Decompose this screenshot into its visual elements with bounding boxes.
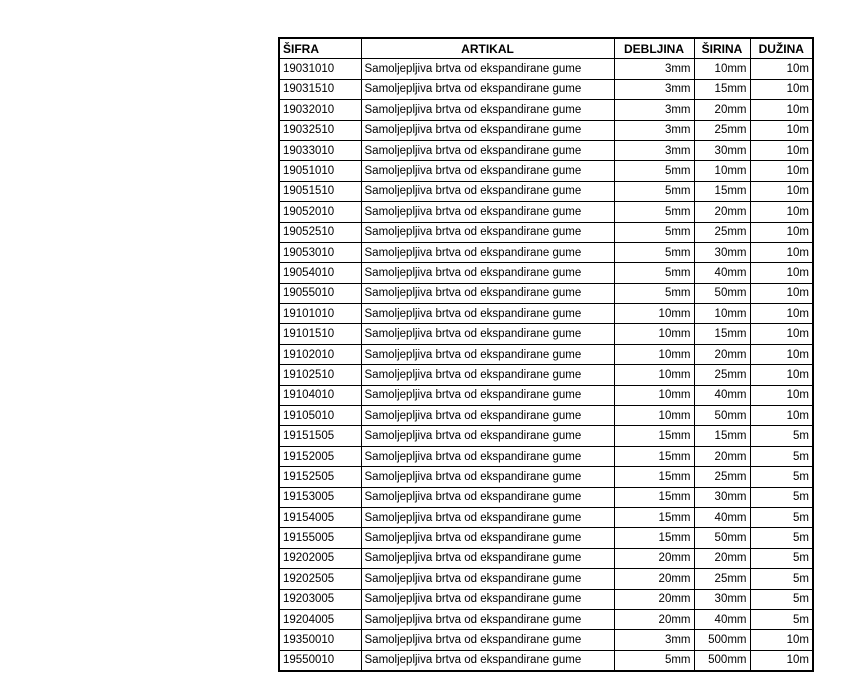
cell-artikal: Samoljepljiva brtva od ekspandirane gume <box>361 324 614 344</box>
table-row <box>279 263 813 283</box>
cell-artikal: Samoljepljiva brtva od ekspandirane gume <box>361 569 614 589</box>
cell-debljina: 15mm <box>614 507 694 527</box>
cell-sirina: 15mm <box>694 426 750 446</box>
cell-debljina: 3mm <box>614 630 694 650</box>
table-row <box>279 630 813 650</box>
cell-sifra: 19105010 <box>279 406 361 426</box>
cell-duzina: 5m <box>750 446 813 466</box>
cell-duzina: 5m <box>750 528 813 548</box>
cell-duzina: 10m <box>750 304 813 324</box>
cell-sirina: 25mm <box>694 467 750 487</box>
cell-sirina: 15mm <box>694 181 750 201</box>
cell-debljina: 20mm <box>614 569 694 589</box>
cell-sirina: 500mm <box>694 630 750 650</box>
cell-artikal: Samoljepljiva brtva od ekspandirane gume <box>361 426 614 446</box>
table-row <box>279 324 813 344</box>
column-header-debljina: DEBLJINA <box>614 38 694 59</box>
cell-sifra: 19152005 <box>279 446 361 466</box>
cell-artikal: Samoljepljiva brtva od ekspandirane gume <box>361 161 614 181</box>
cell-debljina: 5mm <box>614 222 694 242</box>
table-header-row <box>279 38 813 59</box>
table-body <box>279 59 813 671</box>
cell-debljina: 20mm <box>614 548 694 568</box>
column-header-duzina: DUŽINA <box>750 38 813 59</box>
cell-artikal: Samoljepljiva brtva od ekspandirane gume <box>361 263 614 283</box>
cell-debljina: 15mm <box>614 467 694 487</box>
cell-artikal: Samoljepljiva brtva od ekspandirane gume <box>361 79 614 99</box>
column-header-sifra: ŠIFRA <box>279 38 361 59</box>
cell-artikal: Samoljepljiva brtva od ekspandirane gume <box>361 140 614 160</box>
cell-artikal: Samoljepljiva brtva od ekspandirane gume <box>361 650 614 671</box>
cell-artikal: Samoljepljiva brtva od ekspandirane gume <box>361 344 614 364</box>
cell-duzina: 5m <box>750 589 813 609</box>
cell-sifra: 19155005 <box>279 528 361 548</box>
cell-debljina: 5mm <box>614 202 694 222</box>
table-row <box>279 100 813 120</box>
cell-duzina: 5m <box>750 467 813 487</box>
table-row <box>279 222 813 242</box>
cell-sirina: 40mm <box>694 609 750 629</box>
cell-debljina: 20mm <box>614 609 694 629</box>
cell-artikal: Samoljepljiva brtva od ekspandirane gume <box>361 59 614 79</box>
cell-artikal: Samoljepljiva brtva od ekspandirane gume <box>361 406 614 426</box>
table-row <box>279 406 813 426</box>
cell-duzina: 5m <box>750 487 813 507</box>
cell-debljina: 15mm <box>614 487 694 507</box>
cell-artikal: Samoljepljiva brtva od ekspandirane gume <box>361 446 614 466</box>
cell-sirina: 40mm <box>694 385 750 405</box>
cell-sirina: 25mm <box>694 222 750 242</box>
cell-duzina: 5m <box>750 507 813 527</box>
cell-sifra: 19054010 <box>279 263 361 283</box>
cell-sifra: 19052010 <box>279 202 361 222</box>
column-header-sirina: ŠIRINA <box>694 38 750 59</box>
cell-debljina: 5mm <box>614 650 694 671</box>
table-row <box>279 589 813 609</box>
cell-artikal: Samoljepljiva brtva od ekspandirane gume <box>361 589 614 609</box>
cell-sifra: 19032510 <box>279 120 361 140</box>
cell-duzina: 10m <box>750 140 813 160</box>
table-row <box>279 385 813 405</box>
cell-artikal: Samoljepljiva brtva od ekspandirane gume <box>361 548 614 568</box>
cell-duzina: 5m <box>750 609 813 629</box>
cell-sifra: 19031010 <box>279 59 361 79</box>
cell-sifra: 19101010 <box>279 304 361 324</box>
cell-duzina: 10m <box>750 120 813 140</box>
cell-duzina: 5m <box>750 426 813 446</box>
cell-sirina: 25mm <box>694 120 750 140</box>
cell-sifra: 19104010 <box>279 385 361 405</box>
product-table <box>278 37 814 672</box>
cell-duzina: 10m <box>750 263 813 283</box>
cell-sifra: 19055010 <box>279 283 361 303</box>
cell-duzina: 10m <box>750 324 813 344</box>
cell-artikal: Samoljepljiva brtva od ekspandirane gume <box>361 467 614 487</box>
cell-sirina: 30mm <box>694 242 750 262</box>
cell-duzina: 10m <box>750 283 813 303</box>
cell-sifra: 19033010 <box>279 140 361 160</box>
cell-sirina: 15mm <box>694 324 750 344</box>
cell-debljina: 5mm <box>614 161 694 181</box>
cell-artikal: Samoljepljiva brtva od ekspandirane gume <box>361 365 614 385</box>
cell-sirina: 10mm <box>694 161 750 181</box>
cell-debljina: 10mm <box>614 406 694 426</box>
table-row <box>279 446 813 466</box>
table-row <box>279 344 813 364</box>
cell-sifra: 19032010 <box>279 100 361 120</box>
cell-sirina: 30mm <box>694 140 750 160</box>
cell-duzina: 10m <box>750 344 813 364</box>
cell-sirina: 15mm <box>694 79 750 99</box>
table-row <box>279 507 813 527</box>
table-row <box>279 161 813 181</box>
cell-sirina: 20mm <box>694 446 750 466</box>
cell-sirina: 20mm <box>694 548 750 568</box>
table-row <box>279 467 813 487</box>
cell-sirina: 30mm <box>694 589 750 609</box>
table-row <box>279 487 813 507</box>
cell-sifra: 19052510 <box>279 222 361 242</box>
cell-artikal: Samoljepljiva brtva od ekspandirane gume <box>361 528 614 548</box>
cell-debljina: 3mm <box>614 120 694 140</box>
cell-debljina: 15mm <box>614 426 694 446</box>
cell-sirina: 10mm <box>694 304 750 324</box>
table-row <box>279 304 813 324</box>
table-row <box>279 609 813 629</box>
cell-artikal: Samoljepljiva brtva od ekspandirane gume <box>361 120 614 140</box>
cell-sifra: 19101510 <box>279 324 361 344</box>
cell-artikal: Samoljepljiva brtva od ekspandirane gume <box>361 385 614 405</box>
cell-artikal: Samoljepljiva brtva od ekspandirane gume <box>361 242 614 262</box>
cell-sirina: 20mm <box>694 344 750 364</box>
cell-sirina: 40mm <box>694 507 750 527</box>
cell-duzina: 5m <box>750 548 813 568</box>
column-header-artikal: ARTIKAL <box>361 38 614 59</box>
cell-sirina: 50mm <box>694 528 750 548</box>
cell-debljina: 10mm <box>614 324 694 344</box>
cell-duzina: 10m <box>750 385 813 405</box>
cell-artikal: Samoljepljiva brtva od ekspandirane gume <box>361 202 614 222</box>
cell-debljina: 5mm <box>614 263 694 283</box>
cell-sifra: 19202005 <box>279 548 361 568</box>
cell-sirina: 25mm <box>694 569 750 589</box>
cell-debljina: 3mm <box>614 100 694 120</box>
cell-sifra: 19152505 <box>279 467 361 487</box>
cell-sirina: 25mm <box>694 365 750 385</box>
cell-artikal: Samoljepljiva brtva od ekspandirane gume <box>361 283 614 303</box>
cell-sifra: 19151505 <box>279 426 361 446</box>
cell-sifra: 19204005 <box>279 609 361 629</box>
cell-duzina: 10m <box>750 222 813 242</box>
cell-duzina: 10m <box>750 181 813 201</box>
cell-debljina: 3mm <box>614 59 694 79</box>
cell-sifra: 19154005 <box>279 507 361 527</box>
cell-debljina: 10mm <box>614 344 694 364</box>
cell-sifra: 19051510 <box>279 181 361 201</box>
cell-sifra: 19102010 <box>279 344 361 364</box>
cell-sirina: 50mm <box>694 406 750 426</box>
cell-duzina: 10m <box>750 79 813 99</box>
cell-duzina: 10m <box>750 365 813 385</box>
cell-debljina: 10mm <box>614 385 694 405</box>
cell-artikal: Samoljepljiva brtva od ekspandirane gume <box>361 487 614 507</box>
cell-sirina: 20mm <box>694 100 750 120</box>
cell-debljina: 15mm <box>614 528 694 548</box>
table-row <box>279 242 813 262</box>
cell-artikal: Samoljepljiva brtva od ekspandirane gume <box>361 304 614 324</box>
table-row <box>279 120 813 140</box>
cell-sifra: 19051010 <box>279 161 361 181</box>
cell-duzina: 5m <box>750 569 813 589</box>
cell-sifra: 19102510 <box>279 365 361 385</box>
cell-debljina: 15mm <box>614 446 694 466</box>
table-row <box>279 140 813 160</box>
product-table-container <box>278 37 814 672</box>
cell-sifra: 19053010 <box>279 242 361 262</box>
cell-sirina: 30mm <box>694 487 750 507</box>
table-row <box>279 650 813 671</box>
cell-sifra: 19203005 <box>279 589 361 609</box>
cell-duzina: 10m <box>750 202 813 222</box>
cell-sifra: 19550010 <box>279 650 361 671</box>
table-row <box>279 202 813 222</box>
table-row <box>279 528 813 548</box>
table-row <box>279 181 813 201</box>
cell-debljina: 5mm <box>614 181 694 201</box>
cell-sifra: 19202505 <box>279 569 361 589</box>
cell-debljina: 20mm <box>614 589 694 609</box>
cell-debljina: 10mm <box>614 304 694 324</box>
table-row <box>279 365 813 385</box>
cell-artikal: Samoljepljiva brtva od ekspandirane gume <box>361 609 614 629</box>
cell-debljina: 5mm <box>614 283 694 303</box>
cell-duzina: 10m <box>750 630 813 650</box>
cell-sirina: 10mm <box>694 59 750 79</box>
cell-duzina: 10m <box>750 59 813 79</box>
table-row <box>279 548 813 568</box>
cell-sirina: 20mm <box>694 202 750 222</box>
table-row <box>279 79 813 99</box>
cell-duzina: 10m <box>750 100 813 120</box>
table-row <box>279 569 813 589</box>
cell-duzina: 10m <box>750 161 813 181</box>
cell-sirina: 40mm <box>694 263 750 283</box>
cell-sirina: 50mm <box>694 283 750 303</box>
cell-debljina: 5mm <box>614 242 694 262</box>
table-row <box>279 283 813 303</box>
cell-sirina: 500mm <box>694 650 750 671</box>
cell-duzina: 10m <box>750 242 813 262</box>
cell-artikal: Samoljepljiva brtva od ekspandirane gume <box>361 630 614 650</box>
cell-debljina: 3mm <box>614 79 694 99</box>
cell-artikal: Samoljepljiva brtva od ekspandirane gume <box>361 100 614 120</box>
cell-artikal: Samoljepljiva brtva od ekspandirane gume <box>361 222 614 242</box>
table-row <box>279 59 813 79</box>
cell-sifra: 19350010 <box>279 630 361 650</box>
cell-sifra: 19031510 <box>279 79 361 99</box>
cell-duzina: 10m <box>750 650 813 671</box>
cell-sifra: 19153005 <box>279 487 361 507</box>
cell-debljina: 10mm <box>614 365 694 385</box>
cell-debljina: 3mm <box>614 140 694 160</box>
cell-artikal: Samoljepljiva brtva od ekspandirane gume <box>361 181 614 201</box>
cell-duzina: 10m <box>750 406 813 426</box>
table-row <box>279 426 813 446</box>
cell-artikal: Samoljepljiva brtva od ekspandirane gume <box>361 507 614 527</box>
